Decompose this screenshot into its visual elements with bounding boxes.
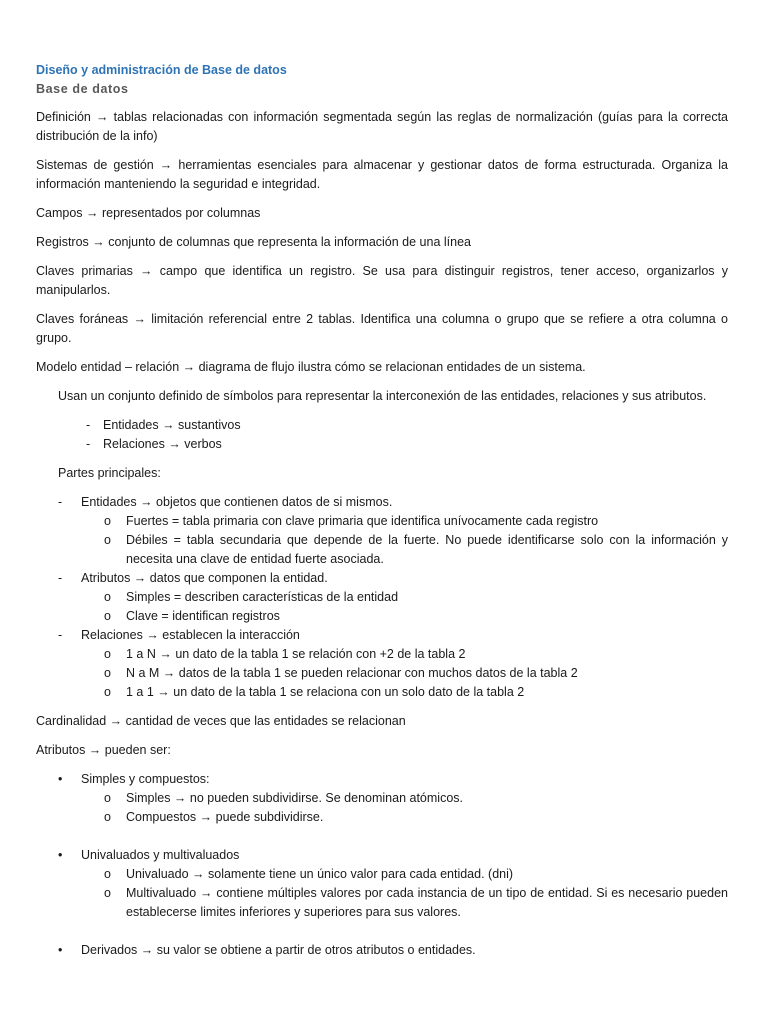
paragraph-registros: Registros → conjunto de columnas que representa la información de una línea <box>36 235 471 249</box>
paragraph-atributos-pueden: Atributos → pueden ser: <box>36 743 171 757</box>
list-item: o Compuestos → puede subdividirse. <box>36 808 728 827</box>
dash-marker: - <box>86 437 91 451</box>
circle-marker: o <box>104 609 111 623</box>
paragraph-definicion: Definición → tablas relacionadas con información segmentada según las reglas de normalización (guías para la correcta distribución de la info) <box>36 110 728 143</box>
paragraph-cardinalidad: Cardinalidad → cantidad de veces que las entidades se relacionan <box>36 714 406 728</box>
relaciones-sublist <box>36 645 728 702</box>
dash-marker: - <box>58 495 63 509</box>
univaluados-sublist <box>36 865 728 922</box>
paragraph-modelo: Modelo entidad – relación → diagrama de flujo ilustra cómo se relacionan entidades de un sistema. <box>36 360 586 374</box>
list-item: o Fuertes = tabla primaria con clave primaria que identifica unívocamente cada registro <box>36 512 728 531</box>
sublist-container <box>36 645 728 702</box>
sublist-container <box>36 865 728 922</box>
paragraph-claves-primarias: Claves primarias → campo que identifica un registro. Se usa para distinguir registros, tener acceso, organizarlos y manipularlos. <box>36 264 728 297</box>
atributos-sublist <box>36 588 728 626</box>
circle-marker: o <box>104 685 111 699</box>
circle-marker: o <box>104 791 111 805</box>
paragraph-campos: Campos → representados por columnas <box>36 206 261 220</box>
circle-marker: o <box>104 886 111 900</box>
simples-sublist <box>36 789 728 827</box>
paragraph-sistemas: Sistemas de gestión → herramientas esenciales para almacenar y gestionar datos de forma estructurada. Organiza la información manteniendo la seguridad e integridad. <box>36 158 728 191</box>
sublist-container <box>36 512 728 569</box>
list-item: o 1 a N → un dato de la tabla 1 se relación con +2 de la tabla 2 <box>36 645 728 664</box>
document-title: Diseño y administración de Base de datos <box>36 63 287 77</box>
spacer <box>36 827 728 846</box>
bullet-marker: • <box>58 943 63 957</box>
list-item: - Relaciones → verbos <box>36 435 728 454</box>
dash-marker: - <box>86 418 91 432</box>
list-item: - Atributos → datos que componen la entidad. <box>36 569 728 588</box>
list-item: - Entidades → objetos que contienen datos de si mismos. <box>36 493 728 512</box>
list-item: o Simples → no pueden subdividirse. Se denominan atómicos. <box>36 789 728 808</box>
circle-marker: o <box>104 590 111 604</box>
list-item: o Univaluado → solamente tiene un único valor para cada entidad. (dni) <box>36 865 728 884</box>
list-item: o 1 a 1 → un dato de la tabla 1 se relaciona con un solo dato de la tabla 2 <box>36 683 728 702</box>
entidades-sublist <box>36 512 728 569</box>
list-item: o Simples = describen características de la entidad <box>36 588 728 607</box>
list-item: o Multivaluado → contiene múltiples valores por cada instancia de un tipo de entidad. Si es necesario pueden establecerse limites inferiores y superiores para sus valores. <box>104 886 728 919</box>
dash-marker: - <box>58 571 63 585</box>
paragraph-usan: Usan un conjunto definido de símbolos para representar la interconexión de las entidades, relaciones y sus atributos. <box>58 389 707 403</box>
list-item: • Derivados → su valor se obtiene a partir de otros atributos o entidades. <box>36 941 728 960</box>
list-item: o N a M → datos de la tabla 1 se pueden relacionar con muchos datos de la tabla 2 <box>36 664 728 683</box>
paragraph-partes: Partes principales: <box>58 466 161 480</box>
paragraph-claves-foraneas: Claves foráneas → limitación referencial entre 2 tablas. Identifica una columna o grupo que se refiere a otra columna o grupo. <box>36 312 728 345</box>
partes-list <box>36 493 728 702</box>
tipos-list <box>36 770 728 960</box>
circle-marker: o <box>104 533 111 547</box>
list-item: • Simples y compuestos: <box>36 770 728 789</box>
dash-marker: - <box>58 628 63 642</box>
bullet-marker: • <box>58 772 63 786</box>
circle-marker: o <box>104 666 111 680</box>
list-item: o Clave = identifican registros <box>36 607 728 626</box>
circle-marker: o <box>104 867 111 881</box>
circle-marker: o <box>104 810 111 824</box>
list-item: - Entidades → sustantivos <box>36 416 728 435</box>
list-item: o Débiles = tabla secundaria que depende de la fuerte. No puede identificarse solo con la información y necesita una clave de entidad fuerte asociada. <box>104 533 728 566</box>
bullet-marker: • <box>58 848 63 862</box>
circle-marker: o <box>104 514 111 528</box>
list-item: - Relaciones → establecen la interacción <box>36 626 728 645</box>
document-page <box>36 61 728 960</box>
sublist-container <box>36 588 728 626</box>
document-subtitle: Base de datos <box>36 82 129 96</box>
sublist-container <box>36 789 728 827</box>
spacer <box>36 922 728 941</box>
dash-list <box>36 416 728 454</box>
circle-marker: o <box>104 647 111 661</box>
list-item: • Univaluados y multivaluados <box>36 846 728 865</box>
